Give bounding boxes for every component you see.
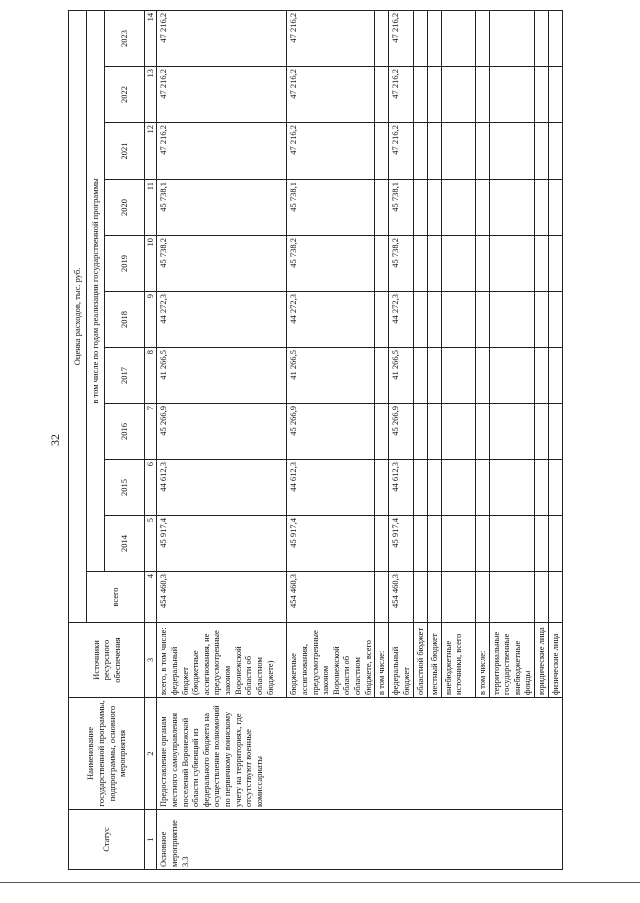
row-total (489, 572, 535, 623)
row-year-value: 45 738,2 (287, 236, 375, 292)
header-year: 2019 (105, 236, 145, 292)
header-name: Наименование государственной программы, подпрограммы, основного мероприятия (69, 698, 145, 810)
row-year-value (375, 292, 389, 348)
row-year-value: 47 216,2 (389, 67, 413, 123)
row-year-value (535, 67, 549, 123)
row-year-value: 45 738,2 (389, 236, 413, 292)
row-year-value: 47 216,2 (389, 10, 413, 66)
row-source: юридические лица (535, 623, 549, 698)
row-year-value (475, 404, 489, 460)
row-year-value (549, 516, 563, 572)
row-year-value: 47 216,2 (389, 123, 413, 180)
header-year: 2018 (105, 292, 145, 348)
row-year-value: 44 612,3 (287, 460, 375, 516)
row-year-value (427, 292, 441, 348)
row-year-value (441, 236, 475, 292)
row-source: в том числе: (375, 623, 389, 698)
row-year-value (427, 180, 441, 236)
row-year-value (413, 180, 427, 236)
row-year-value: 47 216,2 (157, 123, 287, 180)
row-year-value (535, 236, 549, 292)
row-year-value (375, 123, 389, 180)
row-year-value (441, 10, 475, 66)
row-year-value: 45 917,4 (389, 516, 413, 572)
header-year: 2017 (105, 348, 145, 404)
header-year: 2014 (105, 516, 145, 572)
row-year-value (413, 123, 427, 180)
row-source: в том числе: (475, 623, 489, 698)
header-source: Источники ресурсного обеспечения (69, 623, 145, 698)
row-year-value (475, 10, 489, 66)
row-year-value (441, 67, 475, 123)
row-total (413, 572, 427, 623)
row-year-value (375, 516, 389, 572)
row-year-value (549, 460, 563, 516)
row-total (427, 572, 441, 623)
row-source: физические лица (549, 623, 563, 698)
row-year-value: 47 216,2 (157, 10, 287, 66)
record-name: Предоставление органам местного самоуправления поселений Воронежской области субвенций из федерального бюджета на осуществление полномочий по первичному воинскому учету на территориях, где отсутствуют военные комиссариаты (157, 698, 563, 810)
row-year-value: 44 612,3 (157, 460, 287, 516)
rotated-page (40, 10, 561, 870)
row-source: областной бюджет (413, 623, 427, 698)
row-year-value (489, 180, 535, 236)
row-year-value: 45 266,9 (389, 404, 413, 460)
budget-table (68, 10, 563, 870)
row-year-value (475, 236, 489, 292)
row-year-value (413, 348, 427, 404)
row-year-value (489, 516, 535, 572)
header-year: 2022 (105, 67, 145, 123)
row-year-value: 47 216,2 (287, 10, 375, 66)
header-year: 2015 (105, 460, 145, 516)
row-year-value (489, 404, 535, 460)
row-year-value (549, 67, 563, 123)
row-year-value (427, 10, 441, 66)
row-total: 454 460,3 (287, 572, 375, 623)
row-source: территориальные государственные внебюджетные фонды (489, 623, 535, 698)
row-year-value (441, 292, 475, 348)
column-number: 3 (145, 623, 157, 698)
row-year-value: 41 266,5 (157, 348, 287, 404)
row-year-value (413, 292, 427, 348)
row-year-value (535, 292, 549, 348)
row-year-value (413, 67, 427, 123)
row-year-value (535, 516, 549, 572)
header-year: 2023 (105, 10, 145, 66)
table-row (157, 10, 287, 869)
header-year: 2020 (105, 180, 145, 236)
row-year-value (535, 180, 549, 236)
row-year-value (413, 460, 427, 516)
row-source: федеральный бюджет (389, 623, 413, 698)
column-number-row (145, 10, 157, 869)
row-year-value (413, 10, 427, 66)
row-year-value (489, 67, 535, 123)
row-year-value (441, 404, 475, 460)
row-year-value (441, 516, 475, 572)
row-year-value (375, 67, 389, 123)
row-year-value: 45 738,1 (287, 180, 375, 236)
row-year-value (489, 348, 535, 404)
row-year-value (427, 348, 441, 404)
column-number: 10 (145, 236, 157, 292)
column-number: 12 (145, 123, 157, 180)
row-year-value (549, 292, 563, 348)
row-total: 454 460,3 (157, 572, 287, 623)
row-year-value (427, 236, 441, 292)
column-number: 11 (145, 180, 157, 236)
row-source: бюджетные ассигнования, предусмотренные законом Воронежской области об областном бюджете, всего (287, 623, 375, 698)
row-year-value (475, 460, 489, 516)
row-year-value (475, 292, 489, 348)
column-number: 4 (145, 572, 157, 623)
row-year-value (413, 404, 427, 460)
row-year-value: 47 216,2 (287, 67, 375, 123)
column-number: 9 (145, 292, 157, 348)
row-year-value (475, 180, 489, 236)
row-year-value (427, 404, 441, 460)
row-year-value (375, 348, 389, 404)
column-number: 1 (145, 810, 157, 870)
row-year-value (489, 236, 535, 292)
row-year-value (535, 10, 549, 66)
row-source: местный бюджет (427, 623, 441, 698)
row-source: всего, в том числе: федеральный бюджет (бюджетные ассигнования, не предусмотренные законом Воронежской области об областном бюджете) (157, 623, 287, 698)
header-year: 2021 (105, 123, 145, 180)
row-total (375, 572, 389, 623)
row-year-value: 47 216,2 (157, 67, 287, 123)
row-year-value (375, 236, 389, 292)
row-total (549, 572, 563, 623)
row-year-value: 45 738,1 (389, 180, 413, 236)
header-status: Статус (69, 810, 145, 870)
column-number: 7 (145, 404, 157, 460)
header-year: 2016 (105, 404, 145, 460)
column-number: 14 (145, 10, 157, 66)
row-year-value (475, 516, 489, 572)
column-number: 2 (145, 698, 157, 810)
row-year-value (441, 460, 475, 516)
row-total (441, 572, 475, 623)
row-source: внебюджетные источники, всего (441, 623, 475, 698)
row-total (475, 572, 489, 623)
row-year-value (441, 123, 475, 180)
row-year-value (441, 180, 475, 236)
row-year-value: 44 272,3 (287, 292, 375, 348)
row-year-value (549, 123, 563, 180)
column-number: 6 (145, 460, 157, 516)
row-year-value: 44 272,3 (157, 292, 287, 348)
row-year-value (475, 348, 489, 404)
row-year-value: 41 266,5 (389, 348, 413, 404)
row-year-value (375, 10, 389, 66)
row-total (535, 572, 549, 623)
row-year-value: 47 216,2 (287, 123, 375, 180)
row-year-value (489, 460, 535, 516)
row-year-value (427, 67, 441, 123)
column-number: 13 (145, 67, 157, 123)
row-total: 454 460,3 (389, 572, 413, 623)
row-year-value (535, 123, 549, 180)
row-year-value (549, 180, 563, 236)
row-year-value (549, 10, 563, 66)
row-year-value (535, 404, 549, 460)
row-year-value (427, 460, 441, 516)
header-total: всего (87, 572, 145, 623)
row-year-value (549, 348, 563, 404)
row-year-value: 45 266,9 (157, 404, 287, 460)
row-year-value (549, 236, 563, 292)
row-year-value (489, 10, 535, 66)
row-year-value (375, 404, 389, 460)
row-year-value (375, 460, 389, 516)
row-year-value (535, 460, 549, 516)
row-year-value (413, 516, 427, 572)
row-year-value (549, 404, 563, 460)
row-year-value (535, 348, 549, 404)
row-year-value: 44 612,3 (389, 460, 413, 516)
row-year-value: 45 917,4 (157, 516, 287, 572)
row-year-value (375, 180, 389, 236)
row-year-value: 41 266,5 (287, 348, 375, 404)
row-year-value (489, 123, 535, 180)
row-year-value (475, 67, 489, 123)
row-year-value: 45 738,1 (157, 180, 287, 236)
row-year-value: 45 738,2 (157, 236, 287, 292)
row-year-value (441, 348, 475, 404)
row-year-value (489, 292, 535, 348)
row-year-value: 44 272,3 (389, 292, 413, 348)
row-year-value: 45 266,9 (287, 404, 375, 460)
row-year-value (475, 123, 489, 180)
column-number: 8 (145, 348, 157, 404)
column-number: 5 (145, 516, 157, 572)
scan-bottom-edge (0, 882, 640, 883)
row-year-value (427, 516, 441, 572)
record-status: Основное мероприятие 3.3 (157, 810, 563, 870)
page-number: 32 (48, 434, 62, 446)
header-estimate: Оценка расходов, тыс. руб. (69, 10, 87, 622)
row-year-value (413, 236, 427, 292)
header-by-years: в том числе по годам реализации государственной программы (87, 10, 105, 571)
row-year-value: 45 917,4 (287, 516, 375, 572)
row-year-value (427, 123, 441, 180)
